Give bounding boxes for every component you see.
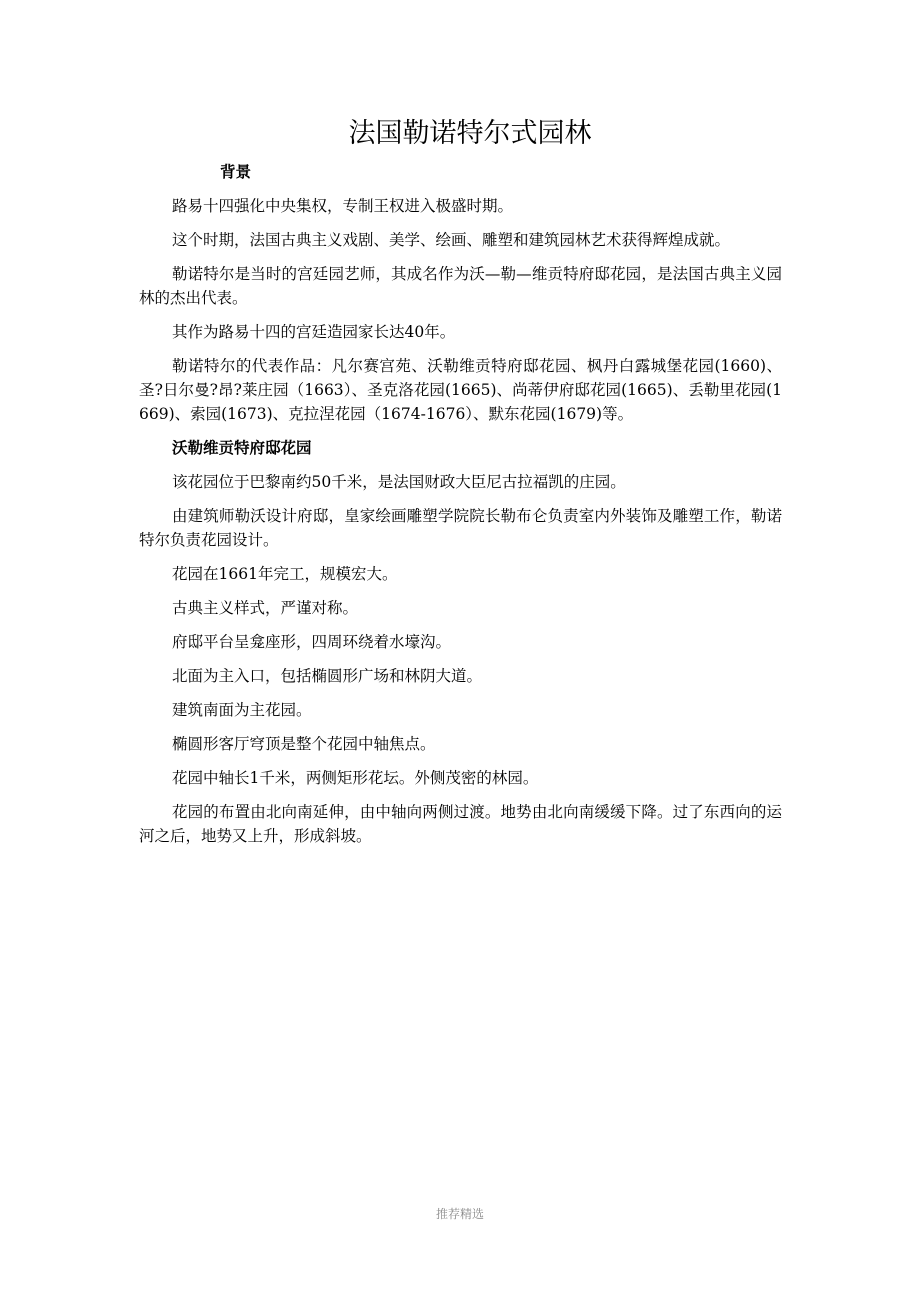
- paragraph: 北面为主入口，包括椭圆形广场和林阴大道。: [172, 667, 483, 685]
- paragraph: 花园在1661年完工，规模宏大。: [172, 565, 398, 583]
- section-heading-garden: 沃勒维贡特府邸花园: [172, 439, 312, 457]
- section-heading-background: 背景: [220, 163, 252, 181]
- paragraph: 勒诺特尔是当时的宫廷园艺师，其成名作为沃—勒—维贡特府邸花园，是法国古典主义园林的杰出代表。: [139, 265, 782, 307]
- paragraph: 花园中轴长1千米，两侧矩形花坛。外侧茂密的林园。: [172, 769, 539, 787]
- paragraph: 由建筑师勒沃设计府邸，皇家绘画雕塑学院院长勒布仑负责室内外装饰及雕塑工作，勒诺特尔负责花园设计。: [139, 507, 782, 549]
- page-title: 法国勒诺特尔式园林: [348, 118, 592, 149]
- paragraph: 府邸平台呈龛座形，四周环绕着水壕沟。: [172, 633, 452, 651]
- paragraph: 建筑南面为主花园。: [172, 701, 312, 719]
- document-body: [139, 160, 782, 858]
- paragraph: 该花园位于巴黎南约50千米，是法国财政大臣尼古拉福凯的庄园。: [172, 473, 626, 491]
- paragraph: 椭圆形客厅穹顶是整个花园中轴焦点。: [172, 735, 436, 753]
- paragraph: 其作为路易十四的宫廷造园家长达40年。: [172, 323, 456, 341]
- paragraph: 花园的布置由北向南延伸，由中轴向两侧过渡。地势由北向南缓缓下降。过了东西向的运河之后，地势又上升，形成斜坡。: [139, 803, 782, 845]
- page-footer: 推荐精选: [435, 1207, 484, 1221]
- paragraph: 路易十四强化中央集权，专制王权进入极盛时期。: [172, 197, 514, 215]
- paragraph: 勒诺特尔的代表作品：凡尔赛宫苑、沃勒维贡特府邸花园、枫丹白露城堡花园(1660)、圣?日尔曼?昂?莱庄园（1663）、圣克洛花园(1665)、尚蒂伊府邸花园(1665)、丢勒里花园(1669)、索园(1673)、克拉涅花园（1674-1676）、默东花园(1679)等。: [139, 357, 782, 423]
- paragraph: 古典主义样式，严谨对称。: [172, 599, 359, 617]
- paragraph: 这个时期，法国古典主义戏剧、美学、绘画、雕塑和建筑园林艺术获得辉煌成就。: [172, 231, 731, 249]
